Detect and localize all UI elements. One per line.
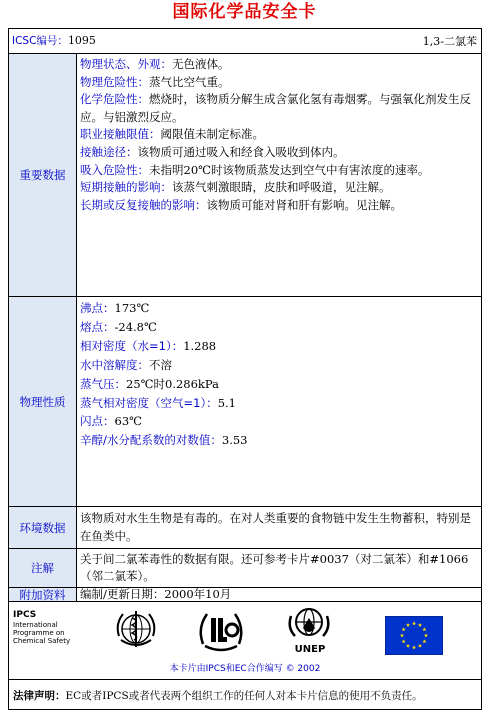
section-physical-label: 物理性质 [9, 297, 77, 506]
section-environment-label: 环境数据 [9, 507, 77, 548]
unep-label: UNEP [294, 644, 326, 655]
item-solubility: 水中溶解度：不溶 [80, 357, 172, 372]
item-vapour-density: 蒸气相对密度（空气=1）：5.1 [80, 395, 236, 410]
item-short-term: 短期接触的影响：该蒸气刺激眼睛，皮肤和呼吸道，见注解。 [80, 180, 391, 195]
item-vapour-pressure: 蒸气压：25℃时0.286kPa [80, 376, 219, 391]
ipcs-name: IPCS [13, 610, 37, 620]
section-notes-label: 注解 [9, 549, 77, 587]
item-exposure-route: 接触途径：该物质可通过吸入和经食入吸收到体内。 [80, 144, 345, 159]
item-long-term: 长期或反复接触的影响：该物质可能对肾和肝有影响。见注解。 [80, 197, 402, 212]
section-physical-content [77, 297, 481, 506]
section-additional [9, 588, 481, 602]
legal-label: 法律声明： [13, 690, 66, 702]
eu-flag-icon [385, 616, 443, 655]
item-relative-density: 相对密度（水=1）：1.288 [80, 338, 217, 353]
unep-logo-icon [285, 606, 333, 646]
card-title: 国际化学品安全卡 [172, 2, 317, 22]
ipcs-credit: 本卡片由IPCS和EC合作编写 © 2002 [169, 664, 321, 674]
safety-card [8, 28, 482, 710]
item-log-kow: 辛醇/水分配系数的对数值：3.53 [80, 433, 248, 448]
logos-row [9, 602, 481, 680]
item-appearance: 物理状态、外观：无色液体。 [80, 57, 230, 71]
section-environment [9, 507, 481, 549]
ilo-logo-icon [197, 606, 245, 654]
ipcs-logo-text: IPCS International Programme on Chemical Safety [13, 610, 71, 645]
icsc-number-value: 1095 [67, 34, 96, 47]
section-important-label: 重要数据 [9, 54, 77, 296]
item-flash-point: 闪点：63℃ [80, 414, 142, 429]
section-notes-content: 关于间二氯苯毒性的数据有限。还可参考卡片#0037（对二氯苯）和#1066（邻二氯苯）。 [80, 552, 469, 583]
chemical-name: 1,3-二氯苯 [422, 35, 477, 48]
legal-text: EC或者IPCS或者代表两个组织工作的任何人对本卡片信息的使用不负责任。 [65, 690, 423, 702]
card-header [9, 29, 481, 54]
item-exposure-limit: 职业接触限值：阈限值未制定标准。 [80, 127, 264, 142]
legal-notice [9, 680, 481, 710]
item-physical-hazard: 物理危险性：蒸气比空气重。 [80, 74, 230, 89]
icsc-number-label: ICSC编号： [12, 35, 68, 47]
item-melting-point: 熔点：-24.8℃ [80, 319, 157, 334]
icsc-number [12, 33, 96, 48]
section-important [9, 54, 481, 297]
section-physical [9, 297, 481, 507]
section-additional-content: 编制/更新日期：2000年10月 [80, 587, 232, 601]
item-boiling-point: 沸点：173℃ [80, 301, 150, 315]
item-inhalation-risk: 吸入危险性：未指明20℃时该物质蒸发达到空气中有害浓度的速率。 [80, 162, 430, 177]
section-notes [9, 549, 481, 588]
item-chemical-hazard: 化学危险性：燃烧时，该物质分解生成含氯化氢有毒烟雾。与强氧化剂发生反应。与铝激烈反应。 [80, 92, 471, 124]
who-logo-icon [113, 606, 159, 652]
section-important-content [77, 54, 481, 296]
section-additional-label: 附加资料 [9, 588, 77, 601]
section-environment-content: 该物质对水生生物是有毒的。在对人类重要的食物链中发生生物蓄积，特别是在鱼类中。 [80, 511, 471, 543]
